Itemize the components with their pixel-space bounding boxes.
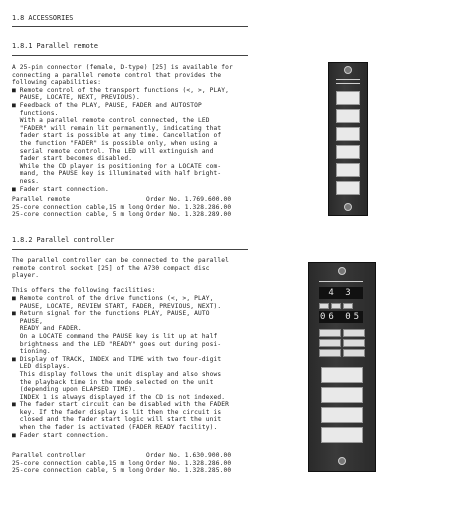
panel-label xyxy=(336,79,360,80)
screw-icon xyxy=(344,203,352,211)
text-line: the function "FADER" is possible only, when using a xyxy=(12,139,218,147)
order-number: Order No. 1.328.285.00 xyxy=(146,467,232,475)
section2-body xyxy=(12,257,230,439)
panel-label xyxy=(319,281,363,282)
text-line: While the CD player is positioning for a LOCATE com- xyxy=(12,162,222,170)
text-line: closed and the fader start logic will start the unit xyxy=(12,416,222,424)
section1-order-list xyxy=(12,196,248,219)
text-line: ■ Remote control of the transport functions (<, >, PLAY, xyxy=(12,86,230,94)
parallel-controller-photo xyxy=(308,262,376,472)
order-item-name: 25-core connection cable,15 m long xyxy=(12,459,144,467)
text-line: LED displays. xyxy=(12,363,71,371)
section2-order-list xyxy=(12,452,248,475)
text-line: The parallel controller can be connected to the parallel xyxy=(12,257,230,264)
text-line: key. If the fader display is lit then the circuit is xyxy=(12,408,222,416)
text-line: brightness and the LED "READY" goes out during posi- xyxy=(12,340,222,348)
text-line: the playback time in the mode selected on the unit xyxy=(12,378,214,386)
controller-large-key xyxy=(321,407,363,423)
mode-key xyxy=(319,303,329,309)
text-line: connecting a parallel remote control that provides the xyxy=(12,71,222,79)
order-number: Order No. 1.328.289.00 xyxy=(146,211,232,219)
text-line: With a parallel remote control connected, the LED xyxy=(12,117,210,125)
remote-key xyxy=(336,109,360,123)
order-item-name: Parallel controller xyxy=(12,452,86,459)
parallel-remote-photo xyxy=(328,62,368,216)
text-line: ■ Return signal for the functions PLAY, PAUSE, AUTO xyxy=(12,310,210,318)
text-line: (depending upon ELAPSED TIME). xyxy=(12,386,137,394)
remote-key xyxy=(336,91,360,105)
controller-large-key xyxy=(321,367,363,383)
section1-body xyxy=(12,64,233,193)
order-item-name: 25-core connection cable, 5 m long xyxy=(12,467,144,475)
order-number: Order No. 1.769.600.00 xyxy=(146,196,232,203)
controller-key xyxy=(319,339,341,347)
text-line: mand, the PAUSE key is illuminated with half bright- xyxy=(12,170,222,178)
track-display: 4 3 xyxy=(319,287,363,299)
remote-key xyxy=(336,145,360,159)
order-item-name: Parallel remote xyxy=(12,196,71,203)
order-row xyxy=(12,196,248,204)
text-line: PAUSE, LOCATE, NEXT, PREVIOUS). xyxy=(12,94,140,102)
order-row xyxy=(12,460,248,468)
screw-icon xyxy=(338,267,346,275)
remote-key xyxy=(336,181,360,195)
screw-icon xyxy=(338,457,346,465)
text-line: when the fader is activated (FADER READY facility). xyxy=(12,424,218,432)
text-line: INDEX 1 is always displayed if the CD is not indexed. xyxy=(12,393,226,401)
text-line: fader start becomes disabled. xyxy=(12,155,133,163)
screw-icon xyxy=(344,66,352,74)
controller-key xyxy=(319,349,341,357)
panel-label xyxy=(336,83,360,84)
controller-large-key xyxy=(321,387,363,403)
text-line: ■ Fader start connection. xyxy=(12,185,109,193)
text-line: serial remote control. The LED will extinguish and xyxy=(12,147,214,155)
text-line: A 25-pin connector (female, D-type) [25] is available for xyxy=(12,64,233,71)
text-line: ■ Remote control of the drive functions (<, >, PLAY, xyxy=(12,294,214,302)
controller-large-key xyxy=(321,427,363,443)
remote-key xyxy=(336,163,360,177)
text-line: following capabilities: xyxy=(12,79,102,87)
text-line: player. xyxy=(12,272,40,280)
controller-key xyxy=(343,339,365,347)
text-line xyxy=(12,280,222,288)
text-line: PAUSE, LOCATE, REVIEW START, FADER, PREVIOUS, NEXT). xyxy=(12,302,222,310)
text-line: This display follows the unit display and also shows xyxy=(12,370,222,378)
order-number: Order No. 1.328.286.00 xyxy=(146,203,232,211)
section-heading-parallel-remote: 1.8.1 Parallel remote xyxy=(12,42,98,50)
section-rule xyxy=(12,55,248,56)
order-number: Order No. 1.630.900.00 xyxy=(146,452,232,459)
order-item-name: 25-core connection cable, 5 m long xyxy=(12,211,144,219)
controller-key xyxy=(343,329,365,337)
text-line: READY and FADER. xyxy=(12,325,82,333)
text-line: ness. xyxy=(12,177,40,185)
text-line: ■ Display of TRACK, INDEX and TIME with two four-digit xyxy=(12,355,222,363)
text-line: ■ The fader start circuit can be disabled with the FADER xyxy=(12,401,230,409)
order-row xyxy=(12,204,248,212)
text-line: functions. xyxy=(12,109,59,117)
text-line: tioning. xyxy=(12,348,51,356)
text-line: ■ Feedback of the PLAY, PAUSE, FADER and AUTOSTOP xyxy=(12,101,202,109)
controller-key xyxy=(319,329,341,337)
text-line: ■ Fader start connection. xyxy=(12,431,109,439)
order-item-name: 25-core connection cable,15 m long xyxy=(12,203,144,211)
mode-key xyxy=(343,303,353,309)
section-heading-parallel-controller: 1.8.2 Parallel controller xyxy=(12,236,115,244)
page-header-title: 1.8 ACCESSORIES xyxy=(12,14,74,22)
text-line: "FADER" will remain lit permanently, indicating that xyxy=(12,124,222,132)
order-row xyxy=(12,211,248,219)
text-line: remote control socket [25] of the A730 compact disc xyxy=(12,264,210,272)
remote-key xyxy=(336,127,360,141)
header-rule xyxy=(12,26,248,27)
text-line: This offers the following facilities: xyxy=(12,287,156,295)
order-row xyxy=(12,467,248,475)
section-rule xyxy=(12,249,248,250)
text-line: PAUSE, xyxy=(12,317,44,325)
text-line: fader start is possible at any time. Cancellation of xyxy=(12,132,222,140)
controller-key xyxy=(343,349,365,357)
order-row xyxy=(12,452,248,460)
order-number: Order No. 1.328.286.00 xyxy=(146,459,232,467)
text-line: On a LOCATE command the PAUSE key is lit up at half xyxy=(12,332,218,340)
mode-key xyxy=(331,303,341,309)
time-display: 06 05 xyxy=(319,312,363,322)
